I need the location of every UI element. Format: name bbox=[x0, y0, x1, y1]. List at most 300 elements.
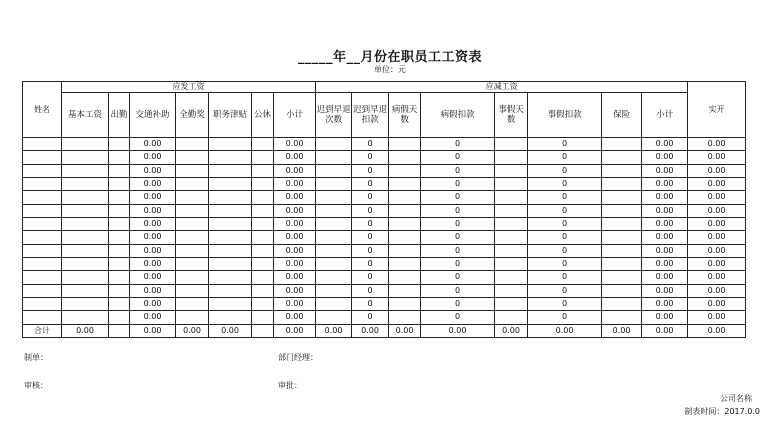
table-cell bbox=[602, 204, 642, 217]
table-cell bbox=[109, 257, 130, 270]
table-cell: 0 bbox=[528, 217, 602, 230]
table-cell bbox=[209, 151, 252, 164]
table-cell bbox=[209, 204, 252, 217]
table-cell bbox=[252, 284, 274, 297]
table-cell: 0 bbox=[528, 177, 602, 190]
table-cell: 0.00 bbox=[130, 311, 176, 324]
table-cell bbox=[389, 217, 421, 230]
table-cell bbox=[23, 231, 62, 244]
table-row bbox=[23, 271, 746, 284]
table-cell bbox=[209, 271, 252, 284]
column-header: 小计 bbox=[274, 93, 316, 138]
table-cell bbox=[495, 284, 528, 297]
table-row bbox=[23, 244, 746, 257]
table-cell: 0.00 bbox=[688, 164, 746, 177]
table-cell bbox=[23, 191, 62, 204]
table-cell bbox=[495, 177, 528, 190]
table-cell: 0 bbox=[528, 191, 602, 204]
column-header: 出勤 bbox=[109, 93, 130, 138]
table-cell bbox=[23, 177, 62, 190]
table-cell: 0.00 bbox=[274, 204, 316, 217]
table-cell: 0.00 bbox=[642, 271, 688, 284]
table-cell bbox=[23, 164, 62, 177]
table-cell bbox=[316, 284, 352, 297]
table-row bbox=[23, 191, 746, 204]
table-cell bbox=[109, 297, 130, 310]
unit-label: 单位：元 bbox=[374, 65, 406, 74]
table-cell: 0 bbox=[421, 151, 495, 164]
column-header: 事假扣款 bbox=[528, 93, 602, 138]
table-row bbox=[23, 177, 746, 190]
table-cell: 0.00 bbox=[688, 244, 746, 257]
table-cell bbox=[252, 311, 274, 324]
table-cell: 0.00 bbox=[642, 164, 688, 177]
table-cell bbox=[209, 138, 252, 151]
table-cell: 0.00 bbox=[642, 138, 688, 151]
prepared-by-label: 制单： bbox=[24, 353, 48, 362]
table-cell bbox=[62, 231, 109, 244]
table-cell bbox=[23, 297, 62, 310]
table-row bbox=[23, 138, 746, 151]
table-cell bbox=[495, 244, 528, 257]
table-cell: 0.00 bbox=[130, 231, 176, 244]
table-cell bbox=[252, 271, 274, 284]
table-cell bbox=[252, 177, 274, 190]
table-cell bbox=[176, 177, 209, 190]
total-cell: 0.00 bbox=[176, 324, 209, 337]
table-row bbox=[23, 257, 746, 270]
table-cell: 0.00 bbox=[130, 257, 176, 270]
table-cell: 0 bbox=[421, 244, 495, 257]
table-cell: 0.00 bbox=[130, 284, 176, 297]
prepared-date: 制表时间：2017.0.0 bbox=[684, 407, 760, 416]
table-cell bbox=[602, 177, 642, 190]
total-cell bbox=[252, 324, 274, 337]
table-cell bbox=[209, 311, 252, 324]
table-cell bbox=[109, 138, 130, 151]
table-row bbox=[23, 284, 746, 297]
table-cell bbox=[389, 191, 421, 204]
table-row bbox=[23, 311, 746, 324]
table-cell bbox=[495, 271, 528, 284]
table-cell bbox=[62, 271, 109, 284]
table-cell: 0 bbox=[421, 257, 495, 270]
table-cell: 0 bbox=[352, 311, 389, 324]
table-cell bbox=[209, 177, 252, 190]
table-cell bbox=[316, 244, 352, 257]
table-row bbox=[23, 297, 746, 310]
table-cell bbox=[176, 244, 209, 257]
table-cell: 0 bbox=[528, 151, 602, 164]
table-cell bbox=[109, 151, 130, 164]
table-cell bbox=[389, 284, 421, 297]
table-cell: 0.00 bbox=[642, 204, 688, 217]
table-cell bbox=[252, 297, 274, 310]
table-cell: 0.00 bbox=[274, 311, 316, 324]
column-header: 基本工资 bbox=[62, 93, 109, 138]
table-cell bbox=[316, 177, 352, 190]
table-cell bbox=[389, 231, 421, 244]
table-cell: 0.00 bbox=[688, 271, 746, 284]
table-cell: 0.00 bbox=[688, 151, 746, 164]
total-cell: 0.00 bbox=[62, 324, 109, 337]
table-cell bbox=[62, 297, 109, 310]
table-cell: 0.00 bbox=[642, 297, 688, 310]
table-cell: 0.00 bbox=[688, 297, 746, 310]
approved-by-label: 审批： bbox=[278, 381, 302, 390]
table-cell bbox=[316, 191, 352, 204]
net-pay-header: 实开 bbox=[688, 82, 746, 138]
table-cell bbox=[209, 191, 252, 204]
table-row bbox=[23, 204, 746, 217]
table-cell bbox=[209, 164, 252, 177]
column-header-row bbox=[23, 93, 746, 138]
table-cell: 0 bbox=[528, 204, 602, 217]
table-cell bbox=[209, 217, 252, 230]
table-cell bbox=[316, 297, 352, 310]
table-cell: 0 bbox=[352, 244, 389, 257]
table-cell bbox=[252, 257, 274, 270]
table-cell bbox=[602, 257, 642, 270]
total-cell: 0.00 bbox=[495, 324, 528, 337]
table-cell bbox=[316, 164, 352, 177]
table-cell bbox=[389, 151, 421, 164]
table-cell bbox=[209, 231, 252, 244]
table-cell: 0 bbox=[352, 297, 389, 310]
table-cell bbox=[316, 204, 352, 217]
table-cell bbox=[495, 231, 528, 244]
table-cell: 0 bbox=[421, 217, 495, 230]
table-cell bbox=[23, 138, 62, 151]
table-cell bbox=[209, 297, 252, 310]
table-cell bbox=[62, 191, 109, 204]
table-cell bbox=[62, 257, 109, 270]
table-cell bbox=[176, 191, 209, 204]
table-cell bbox=[109, 177, 130, 190]
table-cell bbox=[252, 217, 274, 230]
table-cell bbox=[176, 204, 209, 217]
table-cell: 0 bbox=[352, 164, 389, 177]
table-cell: 0 bbox=[528, 311, 602, 324]
table-cell: 0.00 bbox=[688, 257, 746, 270]
table-cell bbox=[389, 164, 421, 177]
table-cell: 0.00 bbox=[688, 177, 746, 190]
table-cell: 0 bbox=[421, 191, 495, 204]
table-cell: 0.00 bbox=[274, 244, 316, 257]
table-cell bbox=[316, 151, 352, 164]
table-cell: 0.00 bbox=[130, 217, 176, 230]
payroll-table bbox=[22, 81, 746, 338]
table-cell: 0.00 bbox=[130, 244, 176, 257]
column-header: 保险 bbox=[602, 93, 642, 138]
table-body bbox=[23, 138, 746, 338]
table-cell: 0 bbox=[421, 231, 495, 244]
table-cell: 0 bbox=[421, 177, 495, 190]
table-cell: 0 bbox=[352, 204, 389, 217]
table-cell bbox=[62, 217, 109, 230]
table-cell: 0 bbox=[352, 138, 389, 151]
table-cell: 0 bbox=[421, 311, 495, 324]
sheet-title: _____年__月份在职员工工资表 bbox=[297, 50, 482, 65]
table-cell bbox=[252, 231, 274, 244]
table-cell bbox=[176, 217, 209, 230]
table-cell bbox=[23, 204, 62, 217]
table-cell: 0.00 bbox=[130, 191, 176, 204]
table-cell: 0.00 bbox=[642, 177, 688, 190]
table-cell: 0.00 bbox=[688, 204, 746, 217]
table-cell: 0 bbox=[352, 231, 389, 244]
table-cell bbox=[602, 191, 642, 204]
table-cell bbox=[176, 151, 209, 164]
table-cell bbox=[62, 244, 109, 257]
table-cell: 0 bbox=[352, 151, 389, 164]
table-cell bbox=[176, 164, 209, 177]
table-cell: 0.00 bbox=[274, 217, 316, 230]
table-cell bbox=[495, 257, 528, 270]
table-cell bbox=[62, 204, 109, 217]
total-cell: 0.00 bbox=[642, 324, 688, 337]
company-name: 公司名称 bbox=[720, 394, 752, 403]
table-cell: 0.00 bbox=[642, 311, 688, 324]
table-cell bbox=[495, 297, 528, 310]
table-cell bbox=[495, 191, 528, 204]
table-cell: 0.00 bbox=[274, 164, 316, 177]
table-cell bbox=[602, 244, 642, 257]
table-cell bbox=[602, 311, 642, 324]
total-cell: 0.00 bbox=[130, 324, 176, 337]
table-cell: 0.00 bbox=[688, 231, 746, 244]
table-cell bbox=[109, 204, 130, 217]
column-header: 全勤奖 bbox=[176, 93, 209, 138]
table-row bbox=[23, 217, 746, 230]
table-cell: 0.00 bbox=[688, 138, 746, 151]
table-cell bbox=[602, 217, 642, 230]
column-header: 公休 bbox=[252, 93, 274, 138]
table-cell bbox=[252, 164, 274, 177]
table-cell bbox=[602, 138, 642, 151]
column-header: 迟到早退扣款 bbox=[352, 93, 389, 138]
column-header: 病假扣款 bbox=[421, 93, 495, 138]
table-cell: 0 bbox=[352, 217, 389, 230]
table-cell: 0 bbox=[528, 164, 602, 177]
table-cell bbox=[62, 151, 109, 164]
table-cell bbox=[316, 257, 352, 270]
table-cell: 0 bbox=[528, 138, 602, 151]
table-cell bbox=[389, 244, 421, 257]
total-cell bbox=[109, 324, 130, 337]
table-cell bbox=[176, 311, 209, 324]
table-cell bbox=[62, 164, 109, 177]
total-cell: 0.00 bbox=[209, 324, 252, 337]
table-cell bbox=[176, 138, 209, 151]
table-cell bbox=[62, 138, 109, 151]
table-cell bbox=[602, 284, 642, 297]
table-cell: 0 bbox=[528, 297, 602, 310]
table-cell: 0.00 bbox=[642, 257, 688, 270]
table-cell bbox=[109, 271, 130, 284]
table-cell bbox=[176, 284, 209, 297]
table-cell: 0.00 bbox=[274, 138, 316, 151]
table-cell: 0 bbox=[421, 204, 495, 217]
table-cell bbox=[209, 244, 252, 257]
total-cell: 0.00 bbox=[352, 324, 389, 337]
table-cell bbox=[23, 284, 62, 297]
column-header: 交通补助 bbox=[130, 93, 176, 138]
table-cell: 0.00 bbox=[130, 297, 176, 310]
table-cell: 0 bbox=[421, 164, 495, 177]
table-row bbox=[23, 164, 746, 177]
table-cell bbox=[23, 151, 62, 164]
table-cell bbox=[389, 271, 421, 284]
table-cell: 0.00 bbox=[130, 271, 176, 284]
table-cell: 0 bbox=[421, 297, 495, 310]
table-cell bbox=[602, 231, 642, 244]
table-cell bbox=[389, 311, 421, 324]
table-cell bbox=[252, 151, 274, 164]
table-cell: 0.00 bbox=[688, 284, 746, 297]
deduct-group-header: 应减工资 bbox=[316, 82, 688, 93]
table-cell bbox=[109, 191, 130, 204]
table-cell bbox=[252, 204, 274, 217]
table-cell bbox=[109, 217, 130, 230]
table-cell bbox=[316, 271, 352, 284]
table-cell: 0.00 bbox=[642, 244, 688, 257]
table-cell bbox=[602, 271, 642, 284]
table-cell: 0 bbox=[528, 257, 602, 270]
table-cell bbox=[602, 164, 642, 177]
table-cell bbox=[109, 164, 130, 177]
table-cell bbox=[252, 244, 274, 257]
table-cell bbox=[209, 257, 252, 270]
table-cell bbox=[23, 257, 62, 270]
total-row bbox=[23, 324, 746, 337]
table-cell bbox=[389, 257, 421, 270]
table-cell bbox=[209, 284, 252, 297]
reviewed-by-label: 审核： bbox=[24, 381, 48, 390]
table-cell bbox=[602, 151, 642, 164]
table-cell: 0.00 bbox=[642, 217, 688, 230]
total-cell: 0.00 bbox=[389, 324, 421, 337]
table-cell bbox=[62, 311, 109, 324]
table-cell: 0 bbox=[421, 271, 495, 284]
table-cell: 0.00 bbox=[130, 177, 176, 190]
table-cell bbox=[495, 217, 528, 230]
table-cell bbox=[495, 311, 528, 324]
table-cell: 0.00 bbox=[274, 231, 316, 244]
table-cell bbox=[252, 191, 274, 204]
table-cell: 0 bbox=[421, 138, 495, 151]
total-cell: 0.00 bbox=[688, 324, 746, 337]
table-cell: 0.00 bbox=[642, 191, 688, 204]
table-cell bbox=[389, 177, 421, 190]
table-cell: 0.00 bbox=[688, 311, 746, 324]
table-cell: 0.00 bbox=[642, 231, 688, 244]
table-cell: 0.00 bbox=[274, 271, 316, 284]
table-cell bbox=[109, 231, 130, 244]
table-cell: 0.00 bbox=[130, 138, 176, 151]
table-cell: 0.00 bbox=[274, 177, 316, 190]
table-cell: 0 bbox=[352, 284, 389, 297]
column-header: 迟到早退次数 bbox=[316, 93, 352, 138]
table-cell bbox=[495, 138, 528, 151]
table-row bbox=[23, 231, 746, 244]
table-cell bbox=[495, 204, 528, 217]
table-cell bbox=[389, 138, 421, 151]
table-cell bbox=[316, 138, 352, 151]
table-cell bbox=[316, 231, 352, 244]
table-cell bbox=[23, 244, 62, 257]
table-cell bbox=[176, 271, 209, 284]
table-cell bbox=[23, 311, 62, 324]
table-cell: 0 bbox=[352, 257, 389, 270]
table-cell bbox=[62, 284, 109, 297]
table-cell: 0 bbox=[528, 284, 602, 297]
table-cell: 0.00 bbox=[274, 284, 316, 297]
table-cell bbox=[109, 244, 130, 257]
total-cell: 0.00 bbox=[528, 324, 602, 337]
group-header-row bbox=[23, 82, 746, 93]
table-cell bbox=[176, 257, 209, 270]
column-header: 职务津贴 bbox=[209, 93, 252, 138]
table-cell: 0.00 bbox=[130, 151, 176, 164]
total-cell: 0.00 bbox=[274, 324, 316, 337]
table-cell: 0 bbox=[352, 177, 389, 190]
table-cell: 0.00 bbox=[688, 217, 746, 230]
table-cell bbox=[495, 164, 528, 177]
table-cell: 0.00 bbox=[130, 164, 176, 177]
table-cell: 0.00 bbox=[274, 257, 316, 270]
table-cell: 0.00 bbox=[274, 151, 316, 164]
table-cell: 0 bbox=[421, 284, 495, 297]
table-cell bbox=[109, 311, 130, 324]
table-cell bbox=[389, 297, 421, 310]
column-header: 小计 bbox=[642, 93, 688, 138]
total-label: 合计 bbox=[23, 324, 62, 337]
table-cell bbox=[316, 311, 352, 324]
table-cell bbox=[389, 204, 421, 217]
table-cell: 0.00 bbox=[130, 204, 176, 217]
table-cell: 0 bbox=[352, 271, 389, 284]
name-header: 姓名 bbox=[23, 82, 62, 138]
table-cell bbox=[176, 297, 209, 310]
total-cell: 0.00 bbox=[421, 324, 495, 337]
table-cell: 0 bbox=[528, 244, 602, 257]
column-header: 病假天数 bbox=[389, 93, 421, 138]
table-cell: 0 bbox=[352, 191, 389, 204]
table-cell: 0.00 bbox=[274, 297, 316, 310]
table-row bbox=[23, 151, 746, 164]
table-cell bbox=[176, 231, 209, 244]
table-cell: 0 bbox=[528, 271, 602, 284]
table-cell bbox=[252, 138, 274, 151]
table-cell bbox=[23, 271, 62, 284]
table-cell bbox=[62, 177, 109, 190]
dept-manager-label: 部门经理： bbox=[278, 353, 318, 362]
table-cell: 0.00 bbox=[688, 191, 746, 204]
table-cell: 0.00 bbox=[642, 284, 688, 297]
column-header: 事假天数 bbox=[495, 93, 528, 138]
table-cell: 0 bbox=[528, 231, 602, 244]
table-cell bbox=[602, 297, 642, 310]
table-cell bbox=[23, 217, 62, 230]
pay-group-header: 应发工资 bbox=[62, 82, 316, 93]
total-cell: 0.00 bbox=[602, 324, 642, 337]
table-cell: 0.00 bbox=[642, 151, 688, 164]
table-cell: 0.00 bbox=[274, 191, 316, 204]
total-cell: 0.00 bbox=[316, 324, 352, 337]
table-cell bbox=[109, 284, 130, 297]
table-cell bbox=[316, 217, 352, 230]
